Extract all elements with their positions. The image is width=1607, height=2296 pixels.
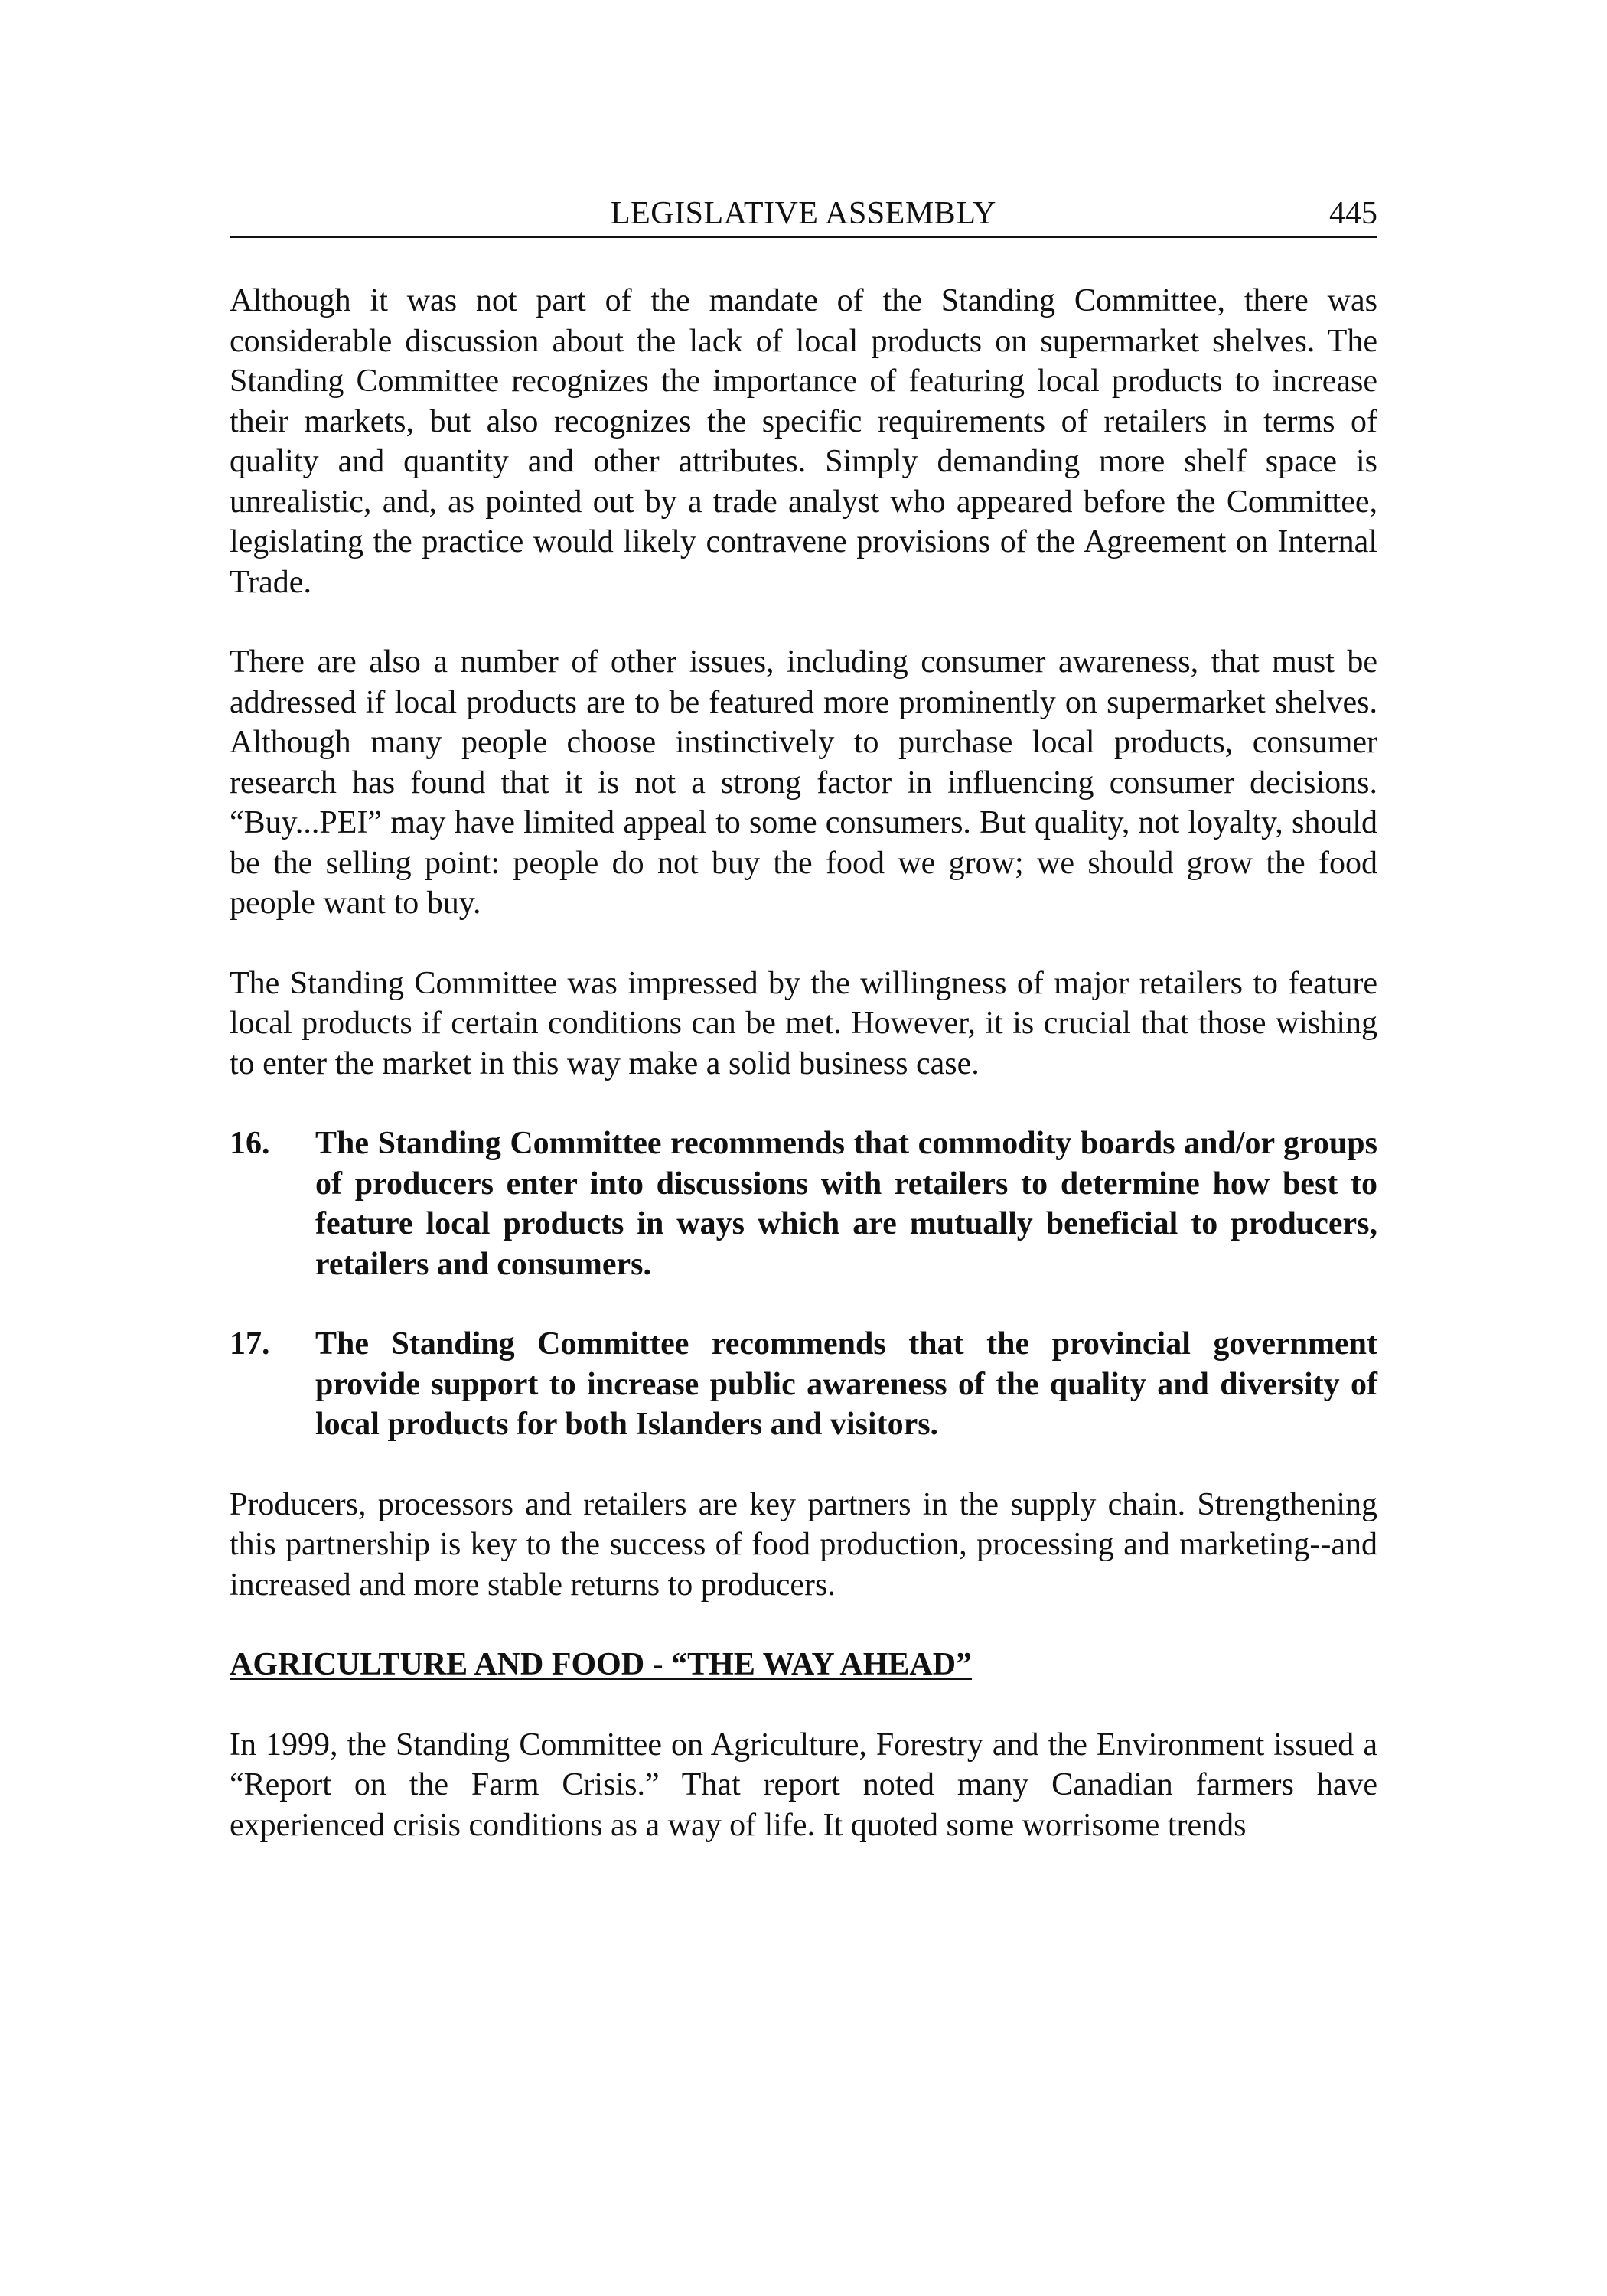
recommendation-number: 17. bbox=[230, 1326, 270, 1362]
recommendation-text: The Standing Committee recommends that the provincial government provide support to increase public awareness of the quality and diversity of local products for both Islanders and visitors. bbox=[315, 1326, 1377, 1442]
body-paragraph: Producers, processors and retailers are key partners in the supply chain. Strengthening this partnership is key to the success of food production, processing and marketing--and increased and more stable returns to producers. bbox=[230, 1486, 1377, 1603]
recommendation-text: The Standing Committee recommends that commodity boards and/or groups of producers enter into discussions with retailers to determine how best to feature local products in ways which are mutually beneficial to producers, retailers and consumers. bbox=[315, 1126, 1377, 1282]
page-number: 445 bbox=[1329, 196, 1377, 231]
body-paragraph: Although it was not part of the mandate of the Standing Committee, there was considerable discussion about the lack of local products on supermarket shelves. The Standing Committee recognizes the importance of featuring local products to increase their markets, but also recognizes the specific requirements of retailers in terms of quality and quantity and other attributes. Simply demanding more shelf space is unrealistic, and, as pointed out by a trade analyst who appeared before the Committee, legislating the practice would likely contravene provisions of the Agreement on Internal Trade. bbox=[230, 283, 1377, 600]
running-header bbox=[230, 191, 1377, 238]
recommendation-number: 16. bbox=[230, 1126, 270, 1161]
body-paragraph: There are also a number of other issues, including consumer awareness, that must be addressed if local products are to be featured more prominently on supermarket shelves. Although many people choose instinctively to purchase local products, consumer research has found that it is not a strong factor in influencing consumer decisions. “Buy...PEI” may have limited appeal to some consumers. But quality, not loyalty, should be the selling point: people do not buy the food we grow; we should grow the food people want to buy. bbox=[230, 644, 1377, 921]
body-paragraph: In 1999, the Standing Committee on Agriculture, Forestry and the Environment issued a “Report on the Farm Crisis.” That report noted many Canadian farmers have experienced crisis conditions as a way of life. It quoted some worrisome trends bbox=[230, 1727, 1377, 1843]
document-body bbox=[230, 281, 1377, 1845]
header-title: LEGISLATIVE ASSEMBLY bbox=[611, 196, 996, 231]
section-heading: AGRICULTURE AND FOOD - “THE WAY AHEAD” bbox=[230, 1647, 973, 1682]
recommendation-16 bbox=[230, 1124, 1377, 1284]
recommendation-17 bbox=[230, 1324, 1377, 1445]
body-paragraph: The Standing Committee was impressed by the willingness of major retailers to feature local products if certain conditions can be met. However, it is crucial that those wishing to enter the market in this way make a solid business case. bbox=[230, 965, 1377, 1081]
document-page bbox=[230, 191, 1377, 1845]
